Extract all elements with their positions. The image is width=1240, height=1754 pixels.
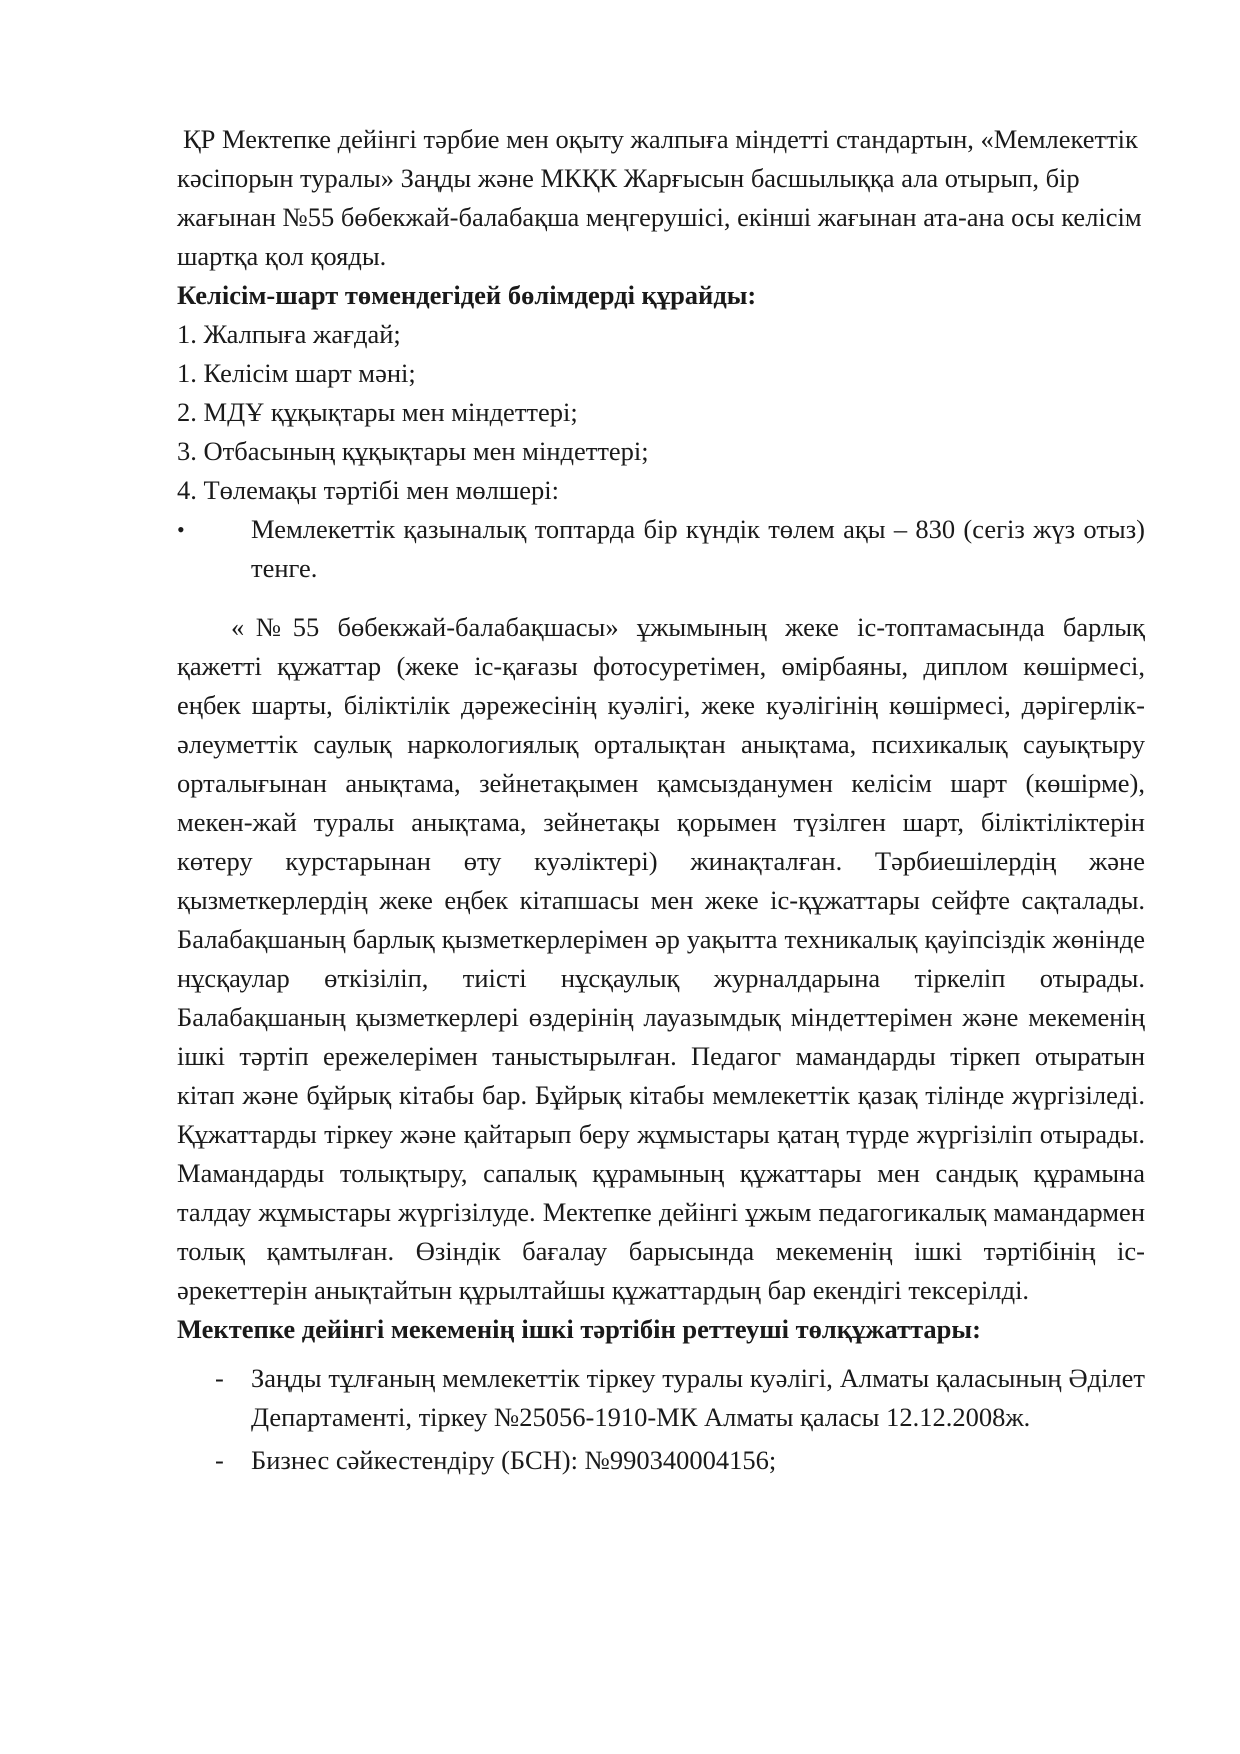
document-body	[177, 120, 1145, 1484]
dash-mark: -	[215, 1363, 224, 1393]
list-item	[177, 1441, 1145, 1480]
internal-documents-list	[177, 1359, 1145, 1480]
contract-sections-heading: Келісім-шарт төмендегідей бөлімдерді құрайды:	[177, 280, 757, 310]
section-item: 4. Төлемақы тәртібі мен мөлшері:	[177, 475, 559, 505]
staff-documents-paragraph: «№55 бөбекжай-балабақшасы» ұжымының жеке іс-топтамасында барлық қажетті құжаттар (жеке іс-қағазы фотосуретімен, өмірбаяны, диплом көшірмесі, еңбек шарты, біліктілік дәрежесінің куәлігі, жеке куәлігінің көшірмесі, дәрігерлік-әлеуметтік саулық наркологиялық орталықтан анықтама, психикалық сауықтыру орталығынан анықтама, зейнетақымен қамсызданумен келісім шарт (көшірме), мекен-жай туралы анықтама, зейнетақы қорымен түзілген шарт, біліктіліктерін көтеру курстарынан өту куәліктері) жинақталған. Тәрбиешілердің және қызметкерлердің жеке еңбек кітапшасы мен жеке іс-құжаттары сейфте сақталады. Балабақшаның барлық қызметкерлерімен әр уақытта техникалық қауіпсіздік жөнінде нұсқаулар өткізіліп, тиісті нұсқаулық журналдарына тіркеліп отырады. Балабақшаның қызметкерлері өздерінің лауазымдық міндеттерімен және мекеменің ішкі тәртіп ережелерімен таныстырылған. Педагог мамандарды тіркеп отыратын кітап және бұйрық кітабы бар. Бұйрық кітабы мемлекеттік қазақ тілінде жүргізіледі. Құжаттарды тіркеу және қайтарып беру жұмыстары қатаң түрде жүргізіліп отырады. Мамандарды толықтыру, сапалық құрамының құжаттары мен сандық құрамына талдау жұмыстары жүргізілуде. Мектепке дейінгі ұжым педагогикалық мамандармен толық қамтылған. Өзіндік бағалау барысында мекеменің ішкі тәртібінің іс-әрекеттерін анықтайтын құрылтайшы құжаттардың бар екендігі тексерілді.	[177, 612, 1145, 1305]
intro-paragraph: ҚР Мектепке дейінгі тәрбие мен оқыту жалпыға міндетті стандартын, «Мемлекеттік кәсіпорын туралы» Заңды және МКҚК Жарғысын басшылыққа ала отырып, бір жағынан №55 бөбекжай-балабақша меңгерушісі, екінші жағынан ата-ана осы келісім шартқа қол қояды.	[177, 124, 1142, 271]
list-item-text: Заңды тұлғаның мемлекеттік тіркеу туралы куәлігі, Алматы қаласының Әділет Департаменті, тіркеу №25056-1910-МК Алматы қаласы 12.12.2008ж.	[251, 1363, 1145, 1432]
section-item: 2. МДҰ құқықтары мен міндеттері;	[177, 397, 578, 427]
section-item: 3. Отбасының құқықтары мен міндеттері;	[177, 436, 649, 466]
dash-mark: -	[215, 1445, 224, 1475]
bullet-mark: •	[177, 517, 185, 542]
payment-bullet-text: Мемлекеттік қазыналық топтарда бір күндік төлем ақы – 830 (сегіз жүз отыз) тенге.	[251, 514, 1145, 583]
list-item-text: Бизнес сәйкестендіру (БСН): №990340004156;	[251, 1445, 777, 1475]
contract-sections-list	[177, 315, 1145, 510]
section-item: 1. Жалпыға жағдай;	[177, 319, 401, 349]
list-item	[177, 1359, 1145, 1437]
section-item: 1. Келісім шарт мәні;	[177, 358, 416, 388]
internal-documents-heading: Мектепке дейінгі мекеменің ішкі тәртібін реттеуші төлқұжаттары:	[177, 1314, 981, 1344]
payment-bullet	[177, 510, 1145, 588]
